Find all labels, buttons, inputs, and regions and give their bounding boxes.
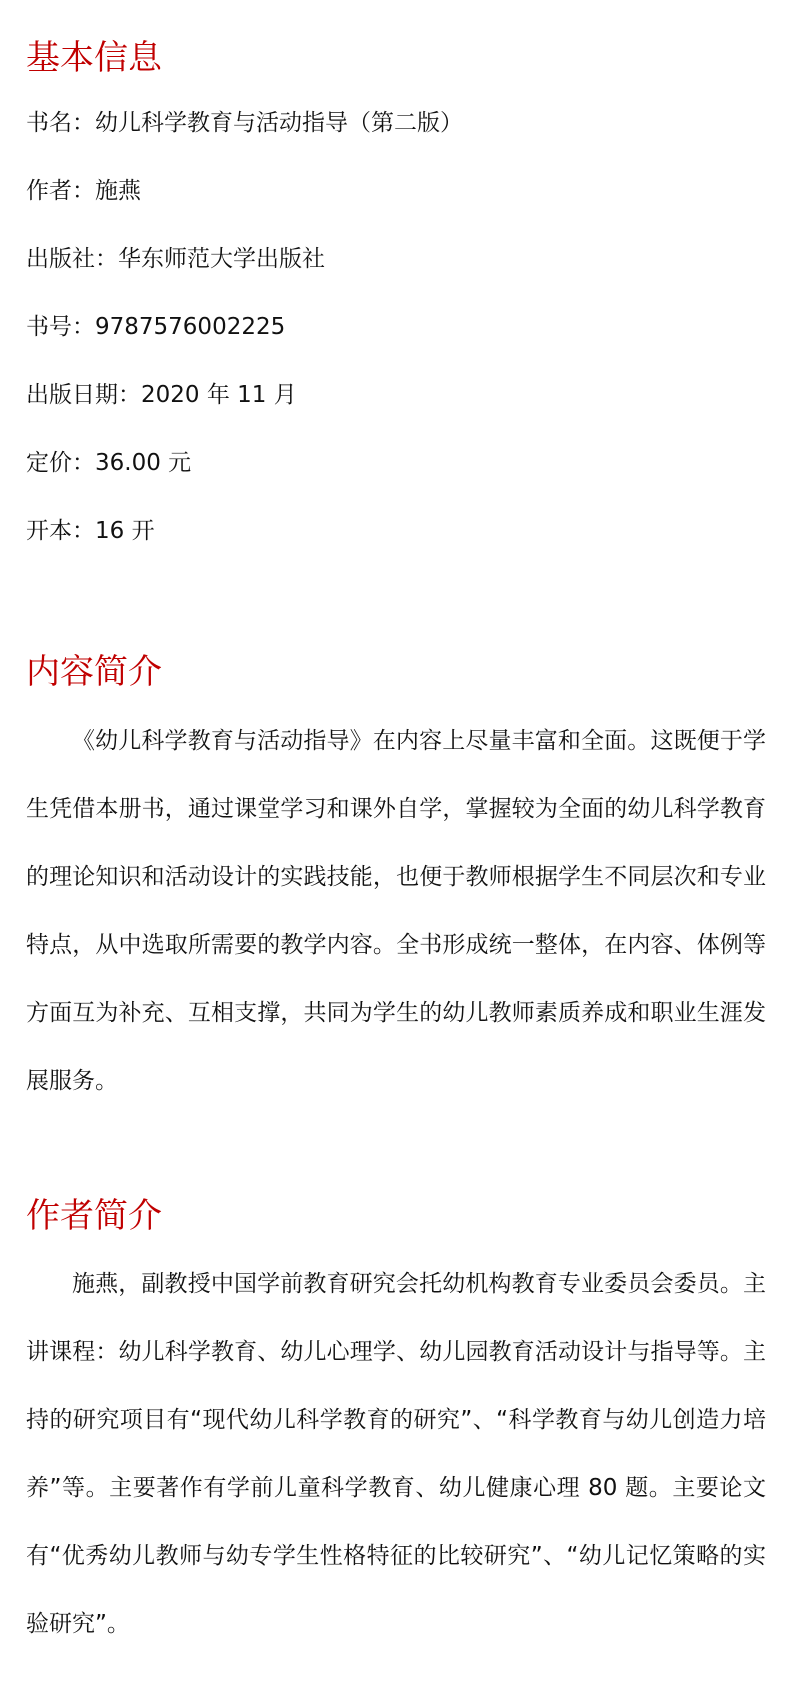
info-line-format (26, 516, 463, 546)
info-label: 出版社： (26, 246, 118, 272)
info-value: 2020 年 11 月 (141, 382, 297, 408)
info-label: 书名： (26, 110, 95, 136)
info-label: 出版日期： (26, 382, 141, 408)
info-label: 作者： (26, 178, 95, 204)
info-line-publish-date (26, 380, 463, 410)
info-line-price (26, 448, 463, 478)
info-value: 华东师范大学出版社 (118, 246, 325, 272)
info-label: 书号： (26, 314, 95, 340)
info-line-author (26, 176, 463, 206)
content-summary-text: 《幼儿科学教育与活动指导》在内容上尽量丰富和全面。这既便于学生凭借本册书，通过课堂学习和课外自学，掌握较为全面的幼儿科学教育的理论知识和活动设计的实践技能，也便于教师根据学生不同层次和专业特点，从中选取所需要的教学内容。全书形成统一整体，在内容、体例等方面互为补充、互相支撑，共同为学生的幼儿教师素质养成和职业生涯发展服务。 (26, 728, 766, 1094)
info-value: 16 开 (95, 518, 155, 544)
info-label: 定价： (26, 450, 95, 476)
basic-info-list (26, 108, 463, 584)
info-line-book-name (26, 108, 463, 138)
info-line-isbn (26, 312, 463, 342)
info-label: 开本： (26, 518, 95, 544)
info-value: 施燕 (95, 178, 141, 204)
basic-info-heading: 基本信息 (26, 38, 162, 78)
author-intro-text: 施燕，副教授中国学前教育研究会托幼机构教育专业委员会委员。主讲课程：幼儿科学教育、幼儿心理学、幼儿园教育活动设计与指导等。主持的研究项目有“现代幼儿科学教育的研究”、“科学教育与幼儿创造力培养”等。主要著作有学前儿童科学教育、幼儿健康心理 80 题。主要论文有“优秀幼儿教师与幼专学生性格特征的比较研究”、“幼儿记忆策略的实验研究”。 (26, 1271, 766, 1637)
info-value: 36.00 元 (95, 450, 192, 476)
content-summary-heading: 内容简介 (26, 652, 162, 692)
author-intro-heading: 作者简介 (26, 1196, 162, 1236)
info-value: 幼儿科学教育与活动指导（第二版） (95, 110, 463, 136)
info-value: 9787576002225 (95, 314, 286, 340)
info-line-publisher (26, 244, 463, 274)
